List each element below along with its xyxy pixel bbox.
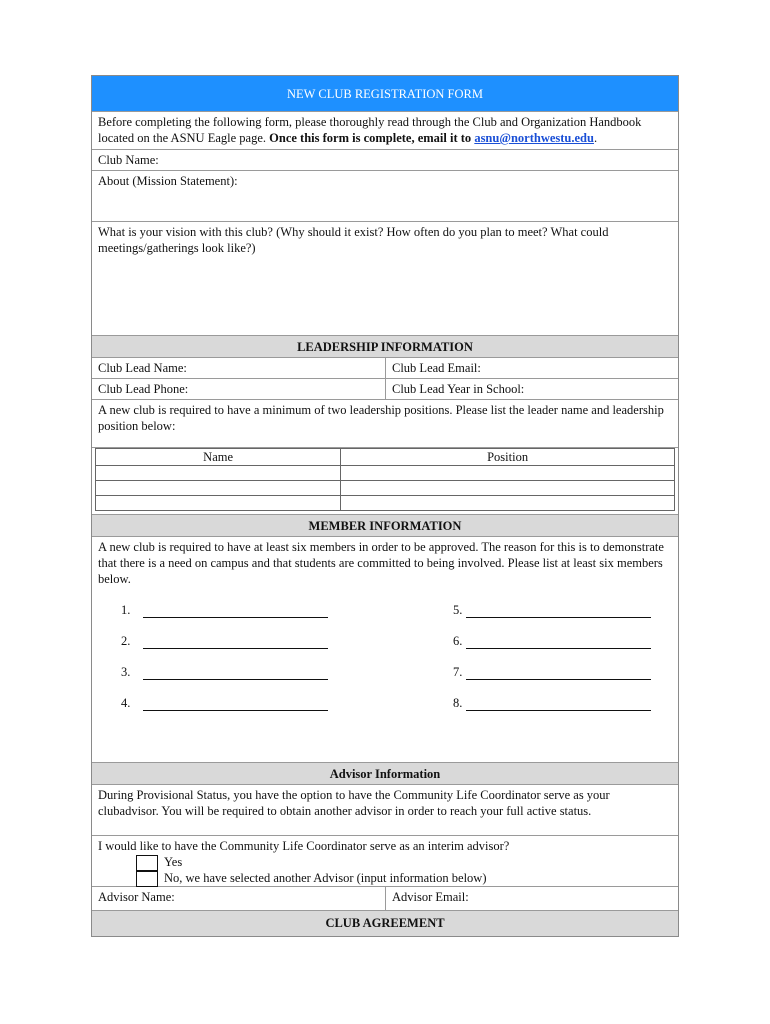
lead-name-field[interactable] xyxy=(92,358,386,378)
advisor-name-email-row xyxy=(92,887,678,911)
member-item[interactable] xyxy=(121,695,328,711)
agreement-heading: CLUB AGREEMENT xyxy=(92,911,678,936)
member-number: 7. xyxy=(453,665,463,679)
member-number: 8. xyxy=(453,696,463,710)
member-item[interactable] xyxy=(121,602,328,618)
intro-bold: Once this form is complete, email it to xyxy=(269,131,472,145)
member-item[interactable] xyxy=(453,633,651,649)
member-number: 4. xyxy=(121,696,131,710)
member-heading: MEMBER INFORMATION xyxy=(92,515,678,537)
leader-name-cell[interactable] xyxy=(96,466,341,481)
lead-phone-year-row xyxy=(92,379,678,400)
email-link[interactable]: asnu@northwestu.edu xyxy=(474,131,594,145)
about-label: About (Mission Statement): xyxy=(98,174,238,188)
lead-email-field[interactable] xyxy=(386,358,678,378)
leader-position-cell[interactable] xyxy=(341,481,675,496)
intro-text xyxy=(92,112,678,150)
member-number: 2. xyxy=(121,634,131,648)
yes-label: Yes xyxy=(164,855,183,869)
member-line[interactable] xyxy=(143,698,328,711)
member-number: 6. xyxy=(453,634,463,648)
about-field[interactable] xyxy=(92,171,678,222)
lead-name-email-row xyxy=(92,358,678,379)
member-line[interactable] xyxy=(466,667,651,680)
leadership-table xyxy=(95,448,675,511)
member-instructions: A new club is required to have at least six members in order to be approved. The reason for this is to demonstrate that there is a need on campus and that students are committed to being involved. Please list at least six members below. xyxy=(98,540,664,586)
leader-position-cell[interactable] xyxy=(341,496,675,511)
vision-label: What is your vision with this club? (Why should it exist? How often do you plan to meet? What could meetings/gatherings look like?) xyxy=(98,225,609,255)
advisor-email-label: Advisor Email: xyxy=(392,890,469,904)
leader-position-cell[interactable] xyxy=(341,466,675,481)
lead-phone-label: Club Lead Phone: xyxy=(98,382,189,396)
advisor-name-label: Advisor Name: xyxy=(98,890,175,904)
advisor-email-field[interactable] xyxy=(386,887,678,910)
member-line[interactable] xyxy=(466,698,651,711)
member-item[interactable] xyxy=(453,695,651,711)
intro-end: . xyxy=(593,131,598,145)
leadership-instructions: A new club is required to have a minimum of two leadership positions. Please list the leader name and leadership position below: xyxy=(92,400,678,448)
club-name-field[interactable] xyxy=(92,150,678,171)
leader-name-cell[interactable] xyxy=(96,481,341,496)
registration-form xyxy=(91,75,679,937)
no-label: No, we have selected another Advisor (input information below) xyxy=(164,871,487,885)
member-number: 1. xyxy=(121,603,131,617)
member-line[interactable] xyxy=(466,636,651,649)
member-item[interactable] xyxy=(121,633,328,649)
advisor-question-block xyxy=(92,836,678,887)
intro-body: Before completing the following form, please thoroughly read through the Club and Organization Handbook located on the ASNU Eagle page. xyxy=(98,115,642,145)
member-item[interactable] xyxy=(121,664,328,680)
col-position-header: Position xyxy=(341,449,675,466)
advisor-name-field[interactable] xyxy=(92,887,386,910)
lead-email-label: Club Lead Email: xyxy=(392,361,481,375)
member-number: 5. xyxy=(453,603,463,617)
lead-year-label: Club Lead Year in School: xyxy=(392,382,525,396)
member-item[interactable] xyxy=(453,664,651,680)
club-name-label: Club Name: xyxy=(98,153,159,167)
form-title: NEW CLUB REGISTRATION FORM xyxy=(92,76,678,112)
col-name-header: Name xyxy=(96,449,341,466)
advisor-text: During Provisional Status, you have the option to have the Community Life Coordinator serve as your clubadvisor. You will be required to obtain another advisor in order to reach your full active status. xyxy=(92,785,678,836)
member-line[interactable] xyxy=(466,605,651,618)
vision-field[interactable] xyxy=(92,222,678,336)
yes-checkbox[interactable] xyxy=(136,855,158,871)
lead-phone-field[interactable] xyxy=(92,379,386,399)
advisor-question: I would like to have the Community Life Coordinator serve as an interim advisor? xyxy=(98,839,510,853)
leader-name-cell[interactable] xyxy=(96,496,341,511)
leadership-table-row xyxy=(92,448,678,515)
member-section xyxy=(92,537,678,763)
member-line[interactable] xyxy=(143,636,328,649)
yes-option[interactable] xyxy=(136,854,672,870)
leadership-heading: LEADERSHIP INFORMATION xyxy=(92,336,678,358)
member-item[interactable] xyxy=(453,602,651,618)
lead-year-field[interactable] xyxy=(386,379,678,399)
member-line[interactable] xyxy=(143,605,328,618)
member-line[interactable] xyxy=(143,667,328,680)
no-option[interactable] xyxy=(136,870,672,886)
member-number: 3. xyxy=(121,665,131,679)
lead-name-label: Club Lead Name: xyxy=(98,361,187,375)
advisor-heading: Advisor Information xyxy=(92,763,678,785)
no-checkbox[interactable] xyxy=(136,871,158,887)
